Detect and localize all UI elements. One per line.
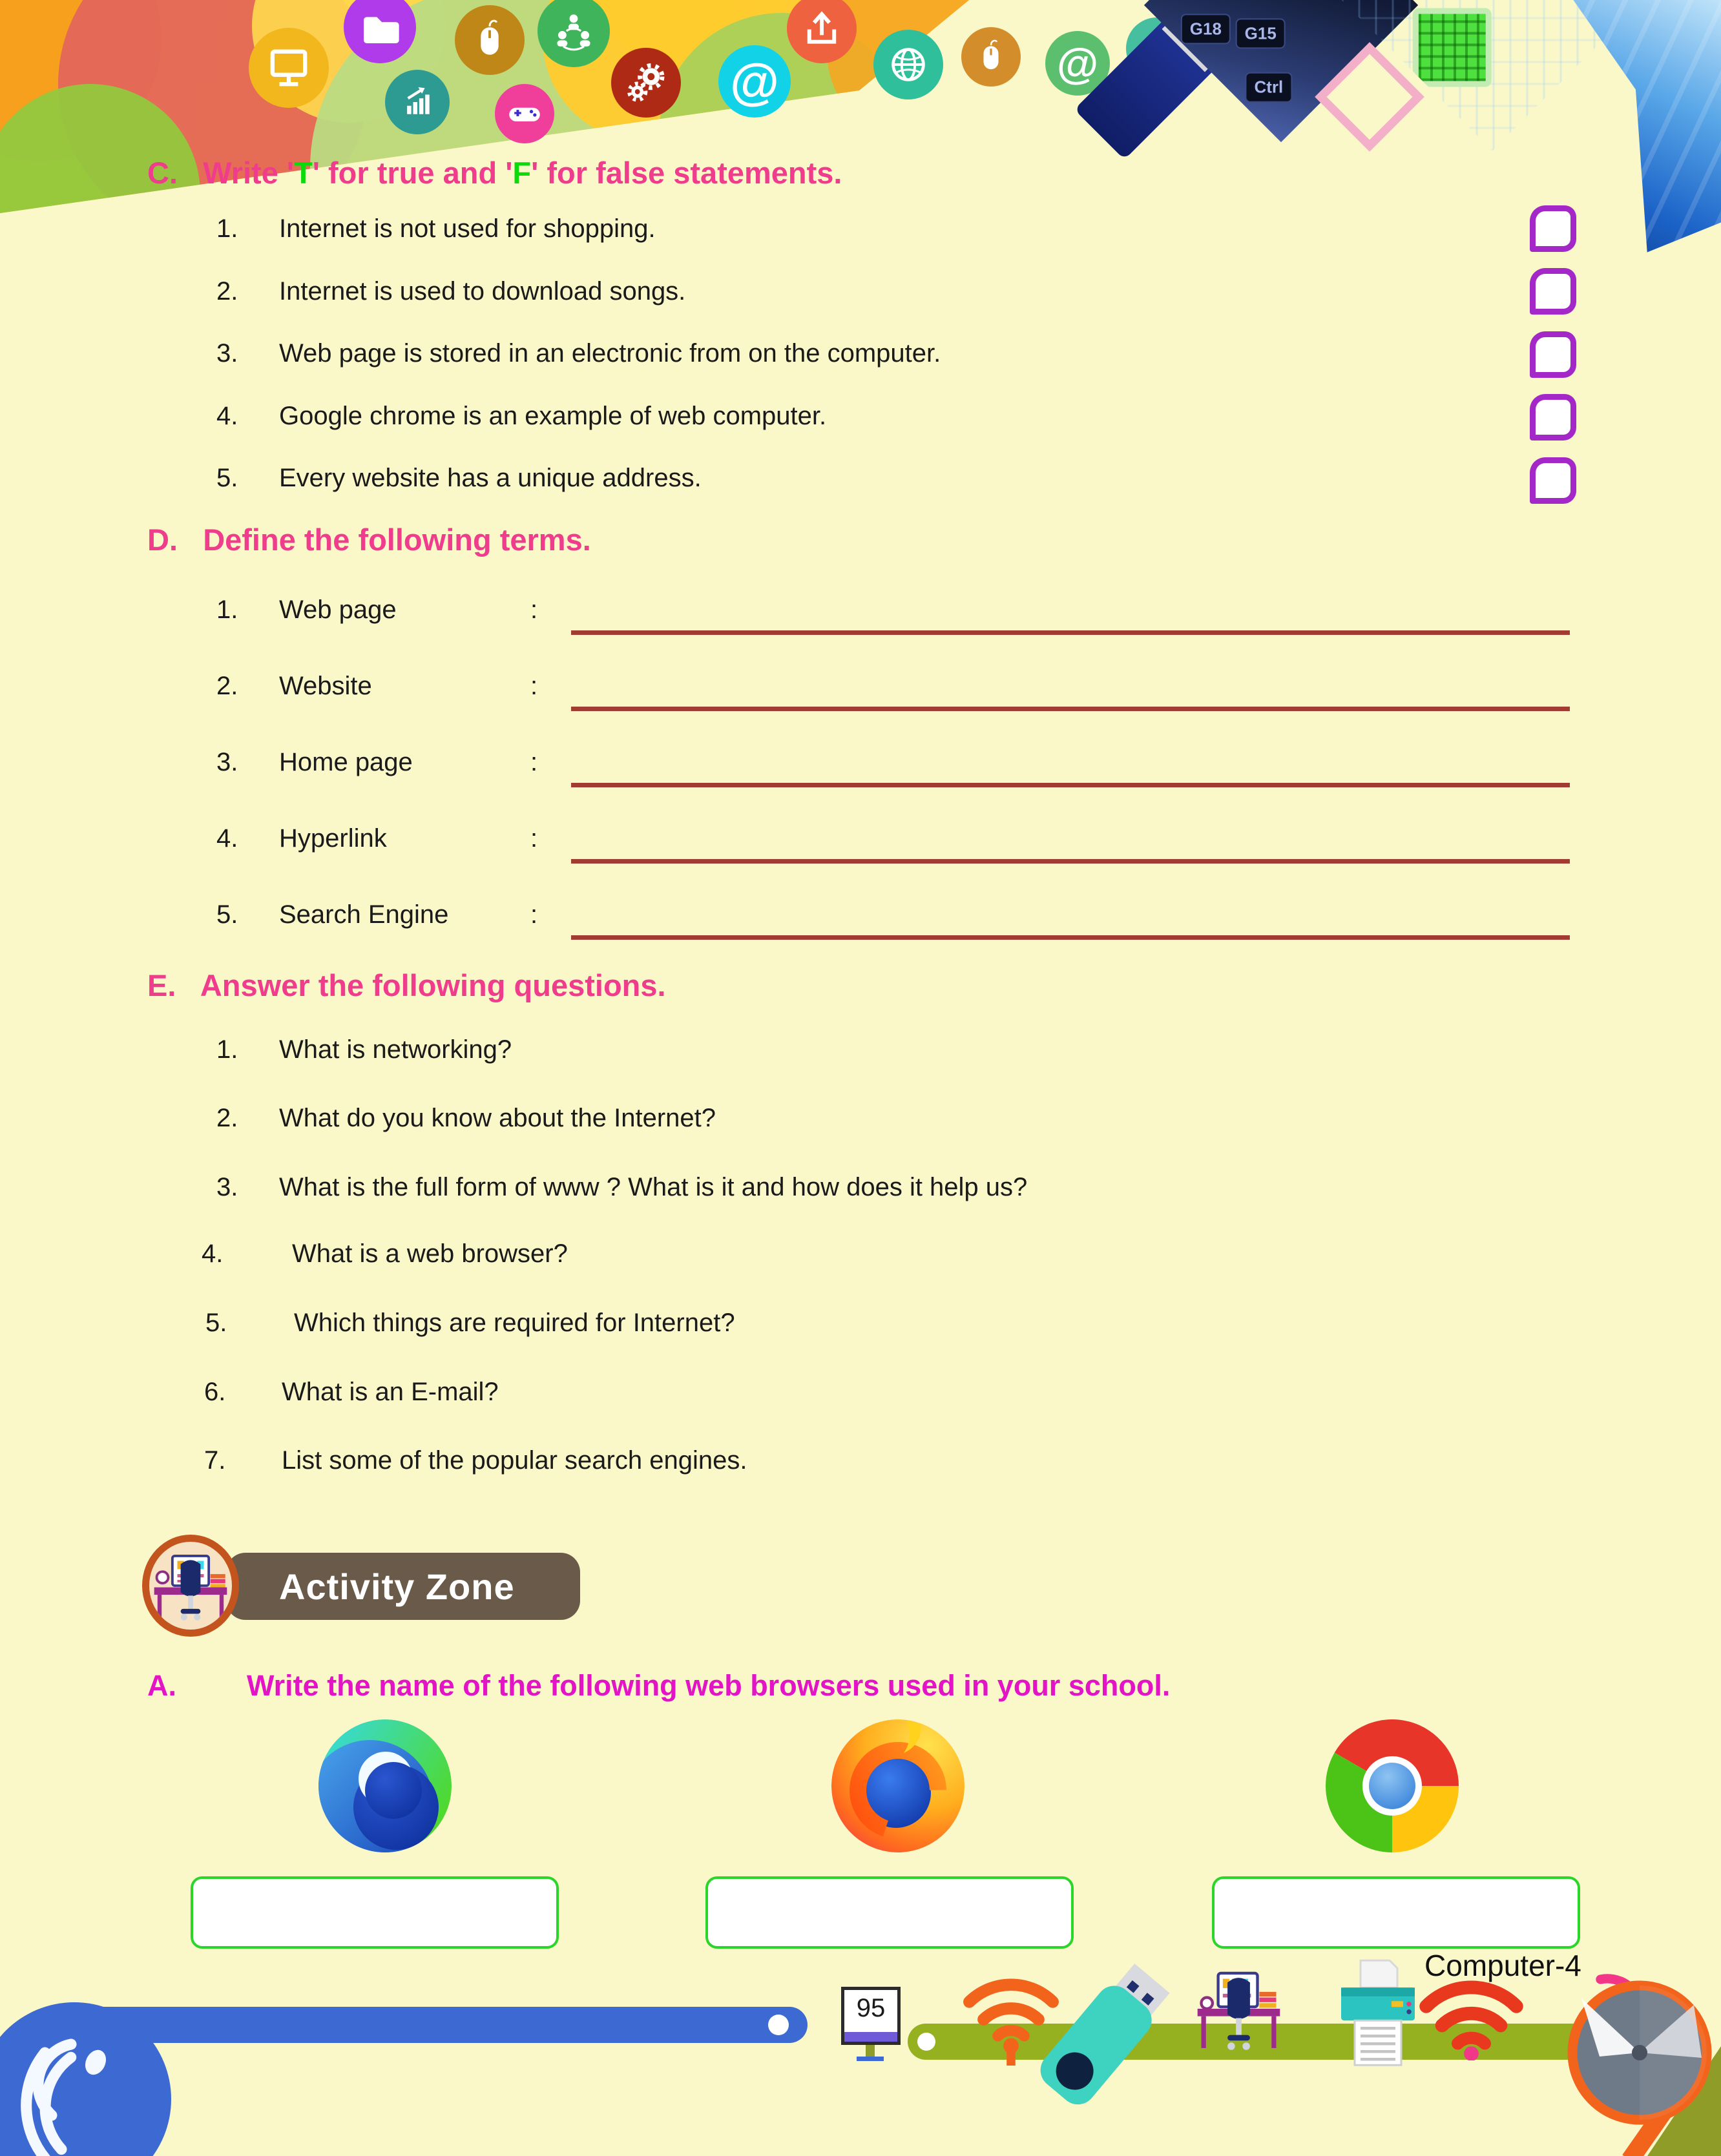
keyboard-key-label: G15 — [1236, 18, 1286, 48]
printer-icon — [1330, 1958, 1426, 2068]
term-number: 5. — [216, 900, 238, 929]
statement-number: 3. — [216, 339, 238, 368]
activity-zone-title: Activity Zone — [279, 1566, 515, 1607]
statement-text: Internet is not used for shopping. — [279, 214, 656, 243]
question-number: 5. — [205, 1309, 227, 1337]
colon: : — [530, 672, 538, 700]
definition-blank-line[interactable] — [571, 859, 1570, 864]
section-c-heading: C. Write 'T' for true and 'F' for false statements. — [147, 156, 842, 190]
statement-text: Web page is stored in an electronic from on the computer. — [279, 339, 941, 368]
keyboard-key-label: G18 — [1181, 14, 1231, 44]
keyboard-key-label: Ctrl — [1245, 72, 1292, 103]
term-number: 2. — [216, 672, 238, 700]
mouse-icon — [455, 5, 525, 75]
definition-blank-line[interactable] — [571, 630, 1570, 635]
definition-row — [216, 672, 1580, 730]
workstation-illustration — [1192, 1957, 1286, 2060]
monitor-icon — [249, 28, 329, 108]
gears-icon — [611, 48, 681, 118]
question-text: What do you know about the Internet? — [279, 1104, 716, 1132]
activity-zone-banner — [226, 1553, 580, 1620]
question-text: What is a web browser? — [292, 1239, 568, 1268]
colon: : — [530, 824, 538, 853]
true-false-checkbox-4[interactable] — [1530, 394, 1576, 441]
wifi-icon — [1415, 1964, 1528, 2060]
question-number: 4. — [202, 1239, 224, 1268]
question-text: List some of the popular search engines. — [282, 1446, 747, 1475]
question-number: 3. — [216, 1173, 238, 1201]
statement-number: 5. — [216, 464, 238, 492]
question-text: What is an E-mail? — [282, 1378, 499, 1406]
globe-icon — [873, 30, 943, 99]
satellite-dish-icon — [1550, 1975, 1721, 2156]
definition-blank-line[interactable] — [571, 783, 1570, 787]
statement-text: Google chrome is an example of web computer. — [279, 402, 827, 430]
workstation-icon — [142, 1535, 239, 1637]
page-number: 95 — [856, 1994, 886, 2022]
page-number-monitor — [841, 1987, 901, 2045]
definition-row — [216, 900, 1580, 959]
statement-number: 2. — [216, 277, 238, 306]
firefox-logo — [830, 1718, 966, 1854]
question-number: 6. — [204, 1378, 226, 1406]
term-number: 4. — [216, 824, 238, 853]
browser-answer-box-firefox[interactable] — [705, 1876, 1074, 1949]
true-false-checkbox-1[interactable] — [1530, 205, 1576, 252]
colon: : — [530, 596, 538, 624]
browser-answer-box-chrome[interactable] — [1212, 1876, 1580, 1949]
monitor-strip — [844, 2032, 897, 2042]
term-label: Website — [279, 672, 372, 700]
colon: : — [530, 900, 538, 929]
book-label: Computer-4 — [1424, 1949, 1581, 1982]
false-letter: F — [512, 156, 532, 190]
at-sign-icon: @ — [1045, 31, 1110, 96]
term-label: Search Engine — [279, 900, 449, 929]
statement-number: 4. — [216, 402, 238, 430]
question-text: What is the full form of www ? What is it and how does it help us? — [279, 1173, 1028, 1201]
section-d-heading: D. Define the following terms. — [147, 523, 591, 557]
term-label: Home page — [279, 748, 413, 776]
statement-text: Internet is used to download songs. — [279, 277, 686, 306]
bar-start-dot — [917, 2033, 935, 2051]
term-label: Hyperlink — [279, 824, 387, 853]
definition-row — [216, 748, 1580, 806]
at-sign-icon: @ — [718, 45, 791, 118]
question-number: 1. — [216, 1035, 238, 1064]
definition-row — [216, 596, 1580, 654]
term-number: 3. — [216, 748, 238, 776]
true-false-checkbox-3[interactable] — [1530, 331, 1576, 378]
true-false-checkbox-5[interactable] — [1530, 457, 1576, 504]
section-c-label: C. — [147, 156, 178, 190]
definition-blank-line[interactable] — [571, 935, 1570, 940]
footer-blue-bar — [71, 2007, 808, 2043]
bar-chart-icon — [385, 70, 450, 134]
question-text: Which things are required for Internet? — [294, 1309, 735, 1337]
mouse-icon — [961, 27, 1021, 87]
statement-number: 1. — [216, 214, 238, 243]
term-number: 1. — [216, 596, 238, 624]
monitor-stand — [866, 2045, 875, 2057]
question-number: 2. — [216, 1104, 238, 1132]
true-letter: T — [294, 156, 313, 190]
gamepad-icon — [495, 84, 554, 143]
definition-blank-line[interactable] — [571, 707, 1570, 711]
activity-a-instruction: Write the name of the following web browsers used in your school. — [247, 1669, 1171, 1702]
signal-logo — [0, 1999, 174, 2156]
section-d-label: D. — [147, 523, 178, 557]
browser-answer-box-edge[interactable] — [191, 1876, 559, 1949]
section-e-heading: E. Answer the following questions. — [147, 968, 666, 1002]
term-label: Web page — [279, 596, 397, 624]
question-number: 7. — [204, 1446, 226, 1475]
true-false-checkbox-2[interactable] — [1530, 268, 1576, 315]
edge-logo — [317, 1718, 453, 1854]
section-e-label: E. — [147, 968, 176, 1002]
bar-end-dot — [768, 2015, 789, 2035]
definition-row — [216, 824, 1580, 882]
colon: : — [530, 748, 538, 776]
chrome-logo — [1324, 1718, 1460, 1854]
statement-text: Every website has a unique address. — [279, 464, 702, 492]
question-text: What is networking? — [279, 1035, 512, 1064]
activity-a-label: A. — [147, 1669, 176, 1702]
monitor-base — [857, 2057, 884, 2061]
wifi-icon — [956, 1956, 1066, 2066]
